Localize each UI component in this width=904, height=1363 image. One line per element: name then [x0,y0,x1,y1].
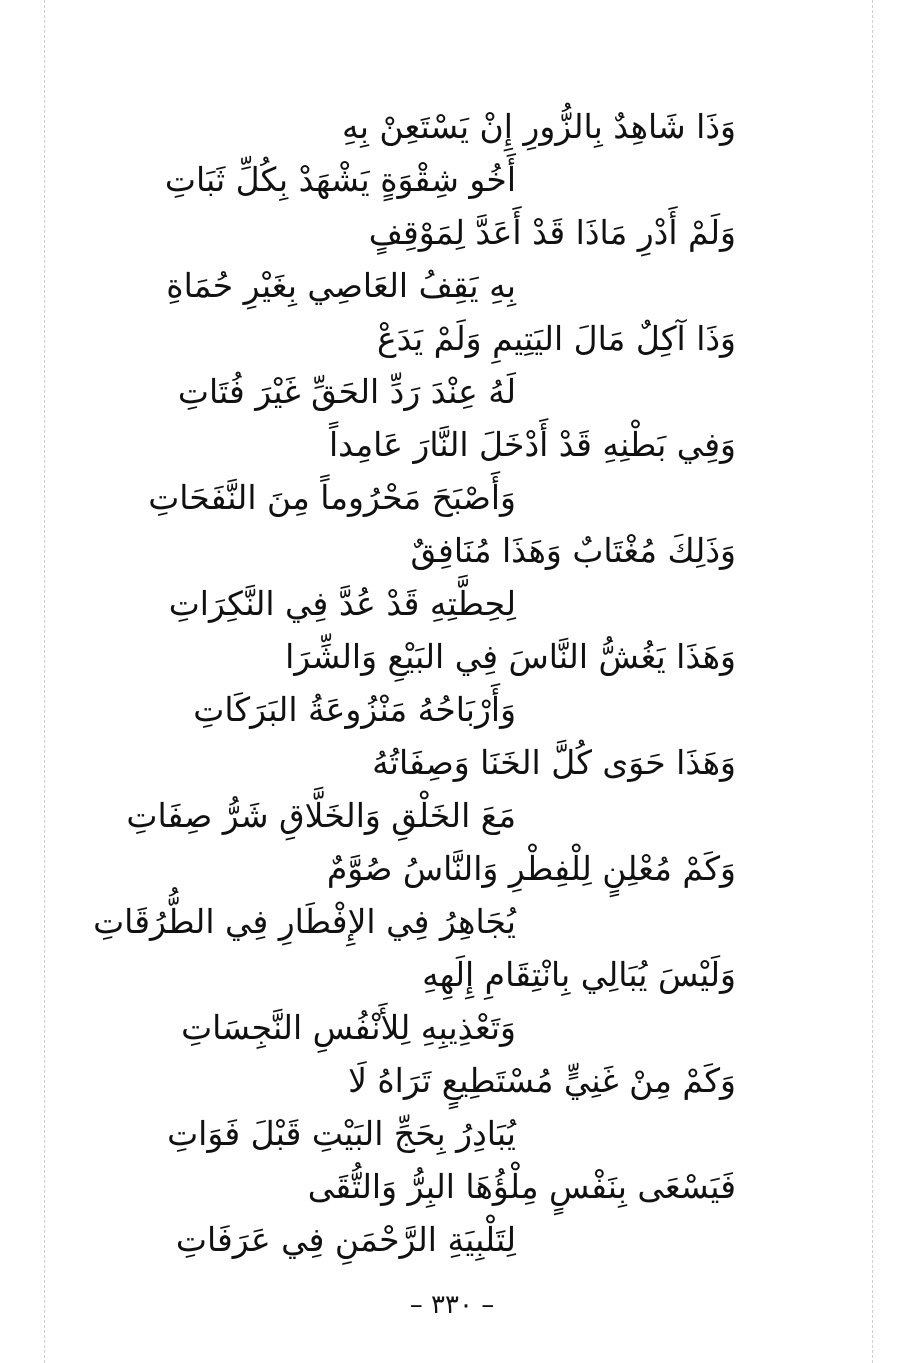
hemistich-second: لِحِطَّتِهِ قَدْ عُدَّ فِي النَّكِرَاتِ [168,584,516,623]
poem-body [93,100,736,1266]
hemistich-first: وَلَمْ أَدْرِ مَاذَا قَدْ أَعَدَّ لِمَوْقِفٍ [368,213,736,252]
page-edge-left [44,0,45,1363]
hemistich-first: وَهَذَا يَغُشُّ النَّاسَ فِي البَيْعِ وَالشِّرَا [285,637,736,676]
page-edge-right [872,0,873,1363]
couplet [96,1054,736,1160]
couplet [96,418,736,524]
hemistich-first: وَلَيْسَ يُبَالِي بِانْتِقَامِ إِلَهِهِ [422,955,736,994]
hemistich-first: فَيَسْعَى بِنَفْسٍ مِلْؤُهَا البِرُّ وَالتُّقَى [307,1167,736,1206]
hemistich-second: لِتَلْبِيَةِ الرَّحْمَنِ فِي عَرَفَاتِ [175,1220,516,1259]
hemistich-first: وَفِي بَطْنِهِ قَدْ أَدْخَلَ النَّارَ عَامِداً [328,425,736,464]
hemistich-second: وَأَصْبَحَ مَحْرُوماً مِنَ النَّفَحَاتِ [148,478,516,517]
hemistich-first: وَذَا شَاهِدٌ بِالزُّورِ إِنْ يَسْتَعِنْ بِهِ [342,107,736,146]
hemistich-second: وَأَرْبَاحُهُ مَنْزُوعَةُ البَرَكَاتِ [193,690,516,729]
hemistich-first: وَذَا آكِلٌ مَالَ اليَتِيمِ وَلَمْ يَدَعْ [376,319,736,358]
couplet [93,842,736,948]
hemistich-second: بِهِ يَقِفُ العَاصِي بِغَيْرِ حُمَاةِ [166,266,516,305]
hemistich-second: لَهُ عِنْدَ رَدِّ الحَقِّ غَيْرَ فُتَاتِ [177,372,516,411]
couplet [96,630,736,736]
couplet [96,1160,736,1266]
hemistich-second: يُجَاهِرُ فِي الإِفْطَارِ فِي الطُّرُقَاتِ [93,902,516,941]
couplet [96,736,736,842]
hemistich-first: وَكَمْ مُعْلِنٍ لِلْفِطْرِ وَالنَّاسُ صُوَّمٌ [326,849,736,888]
hemistich-first: وَكَمْ مِنْ غَنِيٍّ مُسْتَطِيعٍ تَرَاهُ لَا [348,1061,736,1100]
couplet [96,206,736,312]
couplet [96,100,736,206]
hemistich-second: مَعَ الخَلْقِ وَالخَلَّاقِ شَرُّ صِفَاتِ [126,796,516,835]
hemistich-first: وَذَلِكَ مُغْتَابٌ وَهَذَا مُنَافِقٌ [410,531,736,570]
page-number: – ٣٣٠ – [409,1290,495,1320]
hemistich-first: وَهَذَا حَوَى كُلَّ الخَنَا وَصِفَاتُهُ [372,743,736,782]
couplet [96,524,736,630]
hemistich-second: أَخُو شِقْوَةٍ يَشْهَدْ بِكُلِّ ثَبَاتِ [164,160,516,199]
couplet [96,948,736,1054]
hemistich-second: وَتَعْذِيبِهِ لِلأَنْفُسِ النَّجِسَاتِ [181,1008,516,1047]
couplet [96,312,736,418]
hemistich-second: يُبَادِرُ بِحَجِّ البَيْتِ قَبْلَ فَوَاتِ [167,1114,516,1153]
